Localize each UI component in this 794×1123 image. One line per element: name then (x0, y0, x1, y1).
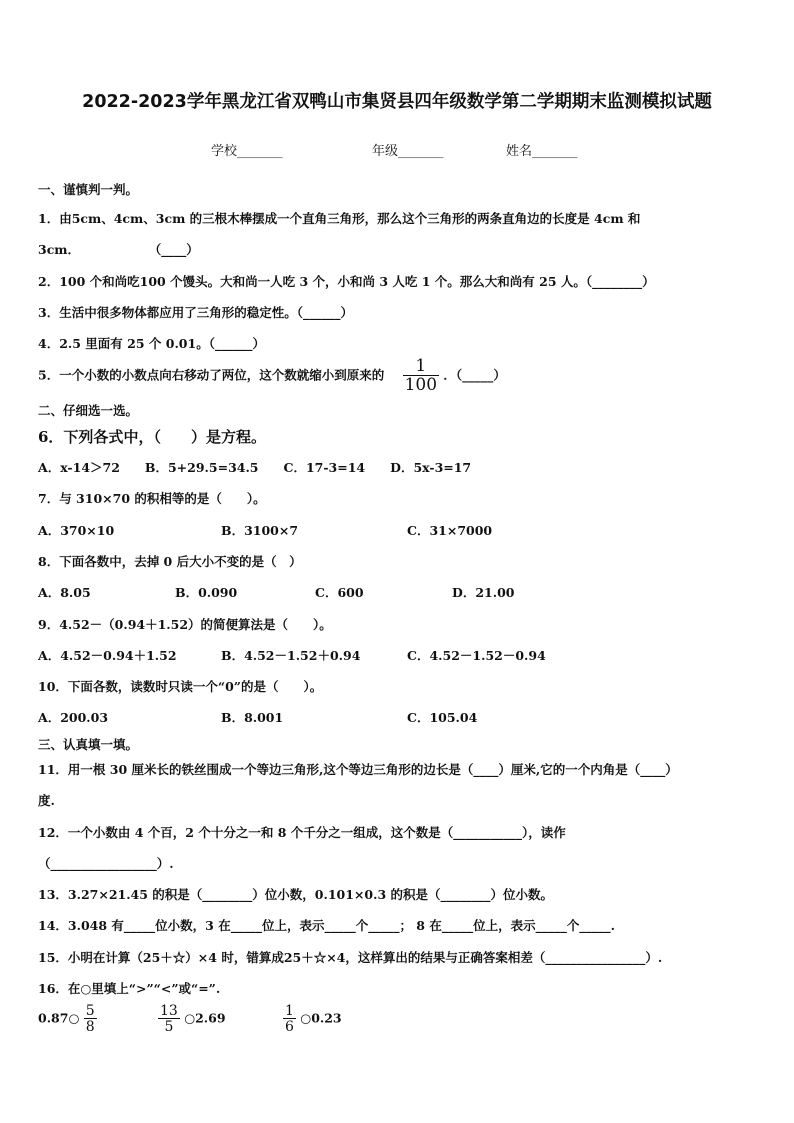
question-8-option-b: B．0.090 (175, 585, 238, 600)
section-heading-choose: 二、仔细选一选。 (38, 403, 139, 418)
question-5-answer-blank: ．（_____） (443, 367, 506, 383)
fraction-denominator: 6 (285, 1019, 294, 1035)
question-8-option-a: A．8.05 (38, 585, 91, 600)
question-5-text: 5．一个小数的小数点向右移动了两位，这个数就缩小到原来的 (38, 367, 385, 383)
question-7-stem: 7．与 310×70 的积相等的是（ ）。 (38, 491, 266, 506)
question-6-options: A．x-14＞72 B．5+29.5=34.5 C．17-3=14 D．5x-3=17 (38, 460, 472, 475)
page-title: 2022-2023学年黑龙江省双鸭山市集贤县四年级数学第二学期期末监测模拟试题 (82, 92, 712, 112)
question-13: 13．3.27×21.45 的积是（________）位小数，0.101×0.3 的积是（________）位小数。 (38, 887, 554, 902)
question-7-option-c: C．31×7000 (407, 523, 493, 538)
comparison-left-value: 0.87○ (38, 1010, 80, 1026)
question-10-option-b: B．8.001 (221, 710, 284, 725)
question-8-option-d: D．21.00 (452, 585, 515, 600)
question-14: 14．3.048 有_____位小数，3 在_____位上，表示_____个_____； 8 在_____位上，表示_____个_____. (38, 918, 615, 933)
fraction-denominator: 100 (404, 375, 438, 395)
fraction-numerator: 5 (85, 1003, 95, 1019)
comparison-fraction (158, 1004, 180, 1034)
comparison-right-value: ○2.69 (184, 1010, 226, 1026)
question-1-answer-blank: （____） (148, 242, 199, 257)
comparison-fraction (84, 1004, 97, 1034)
comparison-fraction (283, 1004, 296, 1034)
fraction-denominator: 8 (85, 1019, 95, 1035)
question-11-line2: 度. (38, 793, 55, 808)
comparison-right-value: ○0.23 (300, 1010, 342, 1026)
section-heading-fill: 三、认真填一填。 (38, 737, 139, 752)
question-9-option-a: A．4.52－0.94＋1.52 (38, 648, 177, 663)
question-12-line2: （_________________）. (38, 856, 174, 871)
question-10-option-c: C．105.04 (407, 710, 478, 725)
question-1-line2 (38, 240, 199, 258)
question-2: 2．100 个和尚吃100 个馒头。大和尚一人吃 3 个，小和尚 3 人吃 1 个。那么大和尚有 25 人。（________） (38, 274, 655, 289)
question-1-line1: 1．由5cm、4cm、3cm 的三根木棒摆成一个直角三角形，那么这个三角形的两条直角边的长度是 4cm 和 (38, 211, 641, 226)
question-7-option-a: A．370×10 (38, 523, 115, 538)
fraction-numerator: 13 (160, 1003, 178, 1019)
question-16-item-3 (283, 1004, 342, 1034)
fraction-numerator: 1 (415, 356, 427, 376)
question-10-stem: 10．下面各数，读数时只读一个“0”的是（ ）。 (38, 679, 323, 694)
question-5 (38, 358, 506, 394)
question-8-option-c: C．600 (315, 585, 364, 600)
question-7-option-b: B．3100×7 (221, 523, 299, 538)
question-5-fraction (403, 358, 439, 394)
grade-field: 年级_______ (372, 144, 444, 159)
question-9-option-b: B．4.52－1.52＋0.94 (221, 648, 361, 663)
question-10-option-a: A．200.03 (38, 710, 109, 725)
question-11-line1: 11．用一根 30 厘米长的铁丝围成一个等边三角形,这个等边三角形的边长是（____）厘米,它的一个内角是（____） (38, 762, 678, 777)
question-16-item-2 (158, 1004, 226, 1034)
question-16-stem: 16．在○里填上“>”“<”或“=”. (38, 981, 221, 996)
question-4: 4．2.5 里面有 25 个 0.01。（______） (38, 336, 265, 351)
school-field: 学校_______ (211, 144, 283, 159)
fraction-denominator: 5 (158, 1018, 180, 1034)
question-8-stem: 8．下面各数中，去掉 0 后大小不变的是（ ） (38, 554, 302, 569)
question-6-stem: 6．下列各式中，（ ）是方程。 (38, 428, 266, 446)
name-field: 姓名_______ (506, 144, 578, 159)
question-16-item-1 (38, 1004, 97, 1034)
question-9-option-c: C．4.52－1.52－0.94 (407, 648, 546, 663)
question-15: 15．小明在计算（25＋☆）×4 时，错算成25＋☆×4，这样算出的结果与正确答案相差（________________）. (38, 950, 663, 965)
question-3: 3．生活中很多物体都应用了三角形的稳定性。（______） (38, 305, 353, 320)
question-12-line1: 12．一个小数由 4 个百，2 个十分之一和 8 个千分之一组成，这个数是（___________），读作 (38, 825, 566, 840)
section-heading-judge: 一、谨慎判一判。 (38, 182, 139, 197)
fraction-numerator: 1 (285, 1003, 294, 1019)
question-9-stem: 9．4.52－（0.94＋1.52）的简便算法是（ ）。 (38, 617, 332, 632)
question-1-unit: 3cm． (38, 242, 81, 257)
